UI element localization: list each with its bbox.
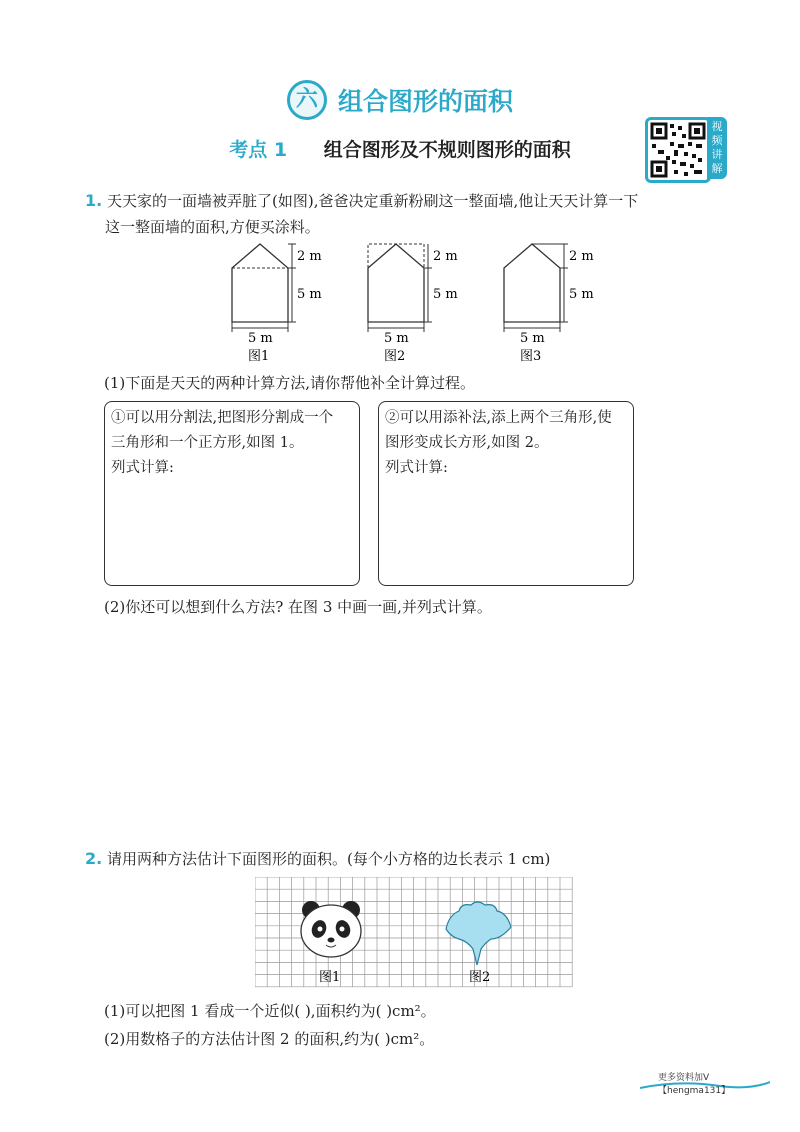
method2-line1: ②可以用添补法,添上两个三角形,使 — [385, 410, 612, 426]
q1-stem — [85, 188, 725, 240]
method2-box[interactable] — [378, 401, 634, 586]
leaf-figure — [446, 902, 511, 965]
footer-watermark — [640, 1070, 770, 1096]
q1-part2: (2)你还可以想到什么方法? 在图 3 中画一画,并列式计算。 — [104, 598, 492, 616]
fig1-side-dim: 5 m — [297, 287, 322, 302]
q2-grid-figure — [255, 877, 573, 989]
q2-line1: 请用两种方法估计下面图形的面积。(每个小方格的边长表示 1 cm) — [107, 850, 551, 868]
figure-3-house — [504, 244, 568, 332]
method1-box[interactable] — [104, 401, 360, 586]
footer-text: 更多资料加V【hengma131】 — [658, 1073, 731, 1096]
figure-1-house — [232, 244, 296, 332]
q1-line2: 这一整面墙的面积,方便买涂料。 — [105, 218, 320, 236]
fig1-bottom-dim: 5 m — [248, 331, 273, 346]
fig3-bottom-dim: 5 m — [520, 331, 545, 346]
section-title: 组合图形及不规则图形的面积 — [323, 139, 571, 161]
fig3-caption: 图3 — [520, 349, 542, 364]
q2-part2: (2)用数格子的方法估计图 2 的面积,约为( )cm²。 — [104, 1030, 435, 1048]
method2-line3: 列式计算: — [385, 460, 448, 476]
q2-part1: (1)可以把图 1 看成一个近似( ),面积约为( )cm²。 — [104, 1002, 436, 1020]
q1-line1: 天天家的一面墙被弄脏了(如图),爸爸决定重新粉刷这一整面墙,他让天天计算一下 — [107, 192, 639, 210]
chapter-title: 组合图形的面积 — [338, 87, 514, 116]
method1-line2: 三角形和一个正方形,如图 1。 — [111, 435, 304, 451]
fig2-caption: 图2 — [384, 349, 406, 364]
qr-code-icon — [648, 120, 708, 180]
page-title — [0, 80, 800, 120]
fig3-side-dim: 5 m — [569, 287, 594, 302]
method2-line2: 图形变成长方形,如图 2。 — [385, 435, 549, 451]
qr-tab-label: 视频讲解 — [707, 117, 727, 179]
figure-2-house — [368, 244, 432, 332]
q2-number: 2. — [85, 849, 103, 868]
qr-code[interactable] — [645, 117, 711, 183]
q2-fig2-caption: 图2 — [469, 970, 491, 985]
chapter-badge: 六 — [287, 80, 327, 120]
fig2-side-dim: 5 m — [433, 287, 458, 302]
fig2-bottom-dim: 5 m — [384, 331, 409, 346]
fig3-top-dim: 2 m — [569, 249, 594, 264]
q1-number: 1. — [85, 191, 103, 210]
q1-part1: (1)下面是天天的两种计算方法,请你帮他补全计算过程。 — [104, 374, 476, 392]
q1-figures — [200, 236, 620, 366]
panda-figure — [301, 901, 361, 957]
method1-line3: 列式计算: — [111, 460, 174, 476]
q2-fig1-caption: 图1 — [319, 970, 341, 985]
kaodian-label: 考点 1 — [229, 139, 288, 161]
method1-line1: ①可以用分割法,把图形分割成一个 — [111, 410, 334, 426]
fig2-top-dim: 2 m — [433, 249, 458, 264]
fig1-caption: 图1 — [248, 349, 270, 364]
q2-stem — [85, 846, 745, 872]
fig1-top-dim: 2 m — [297, 249, 322, 264]
